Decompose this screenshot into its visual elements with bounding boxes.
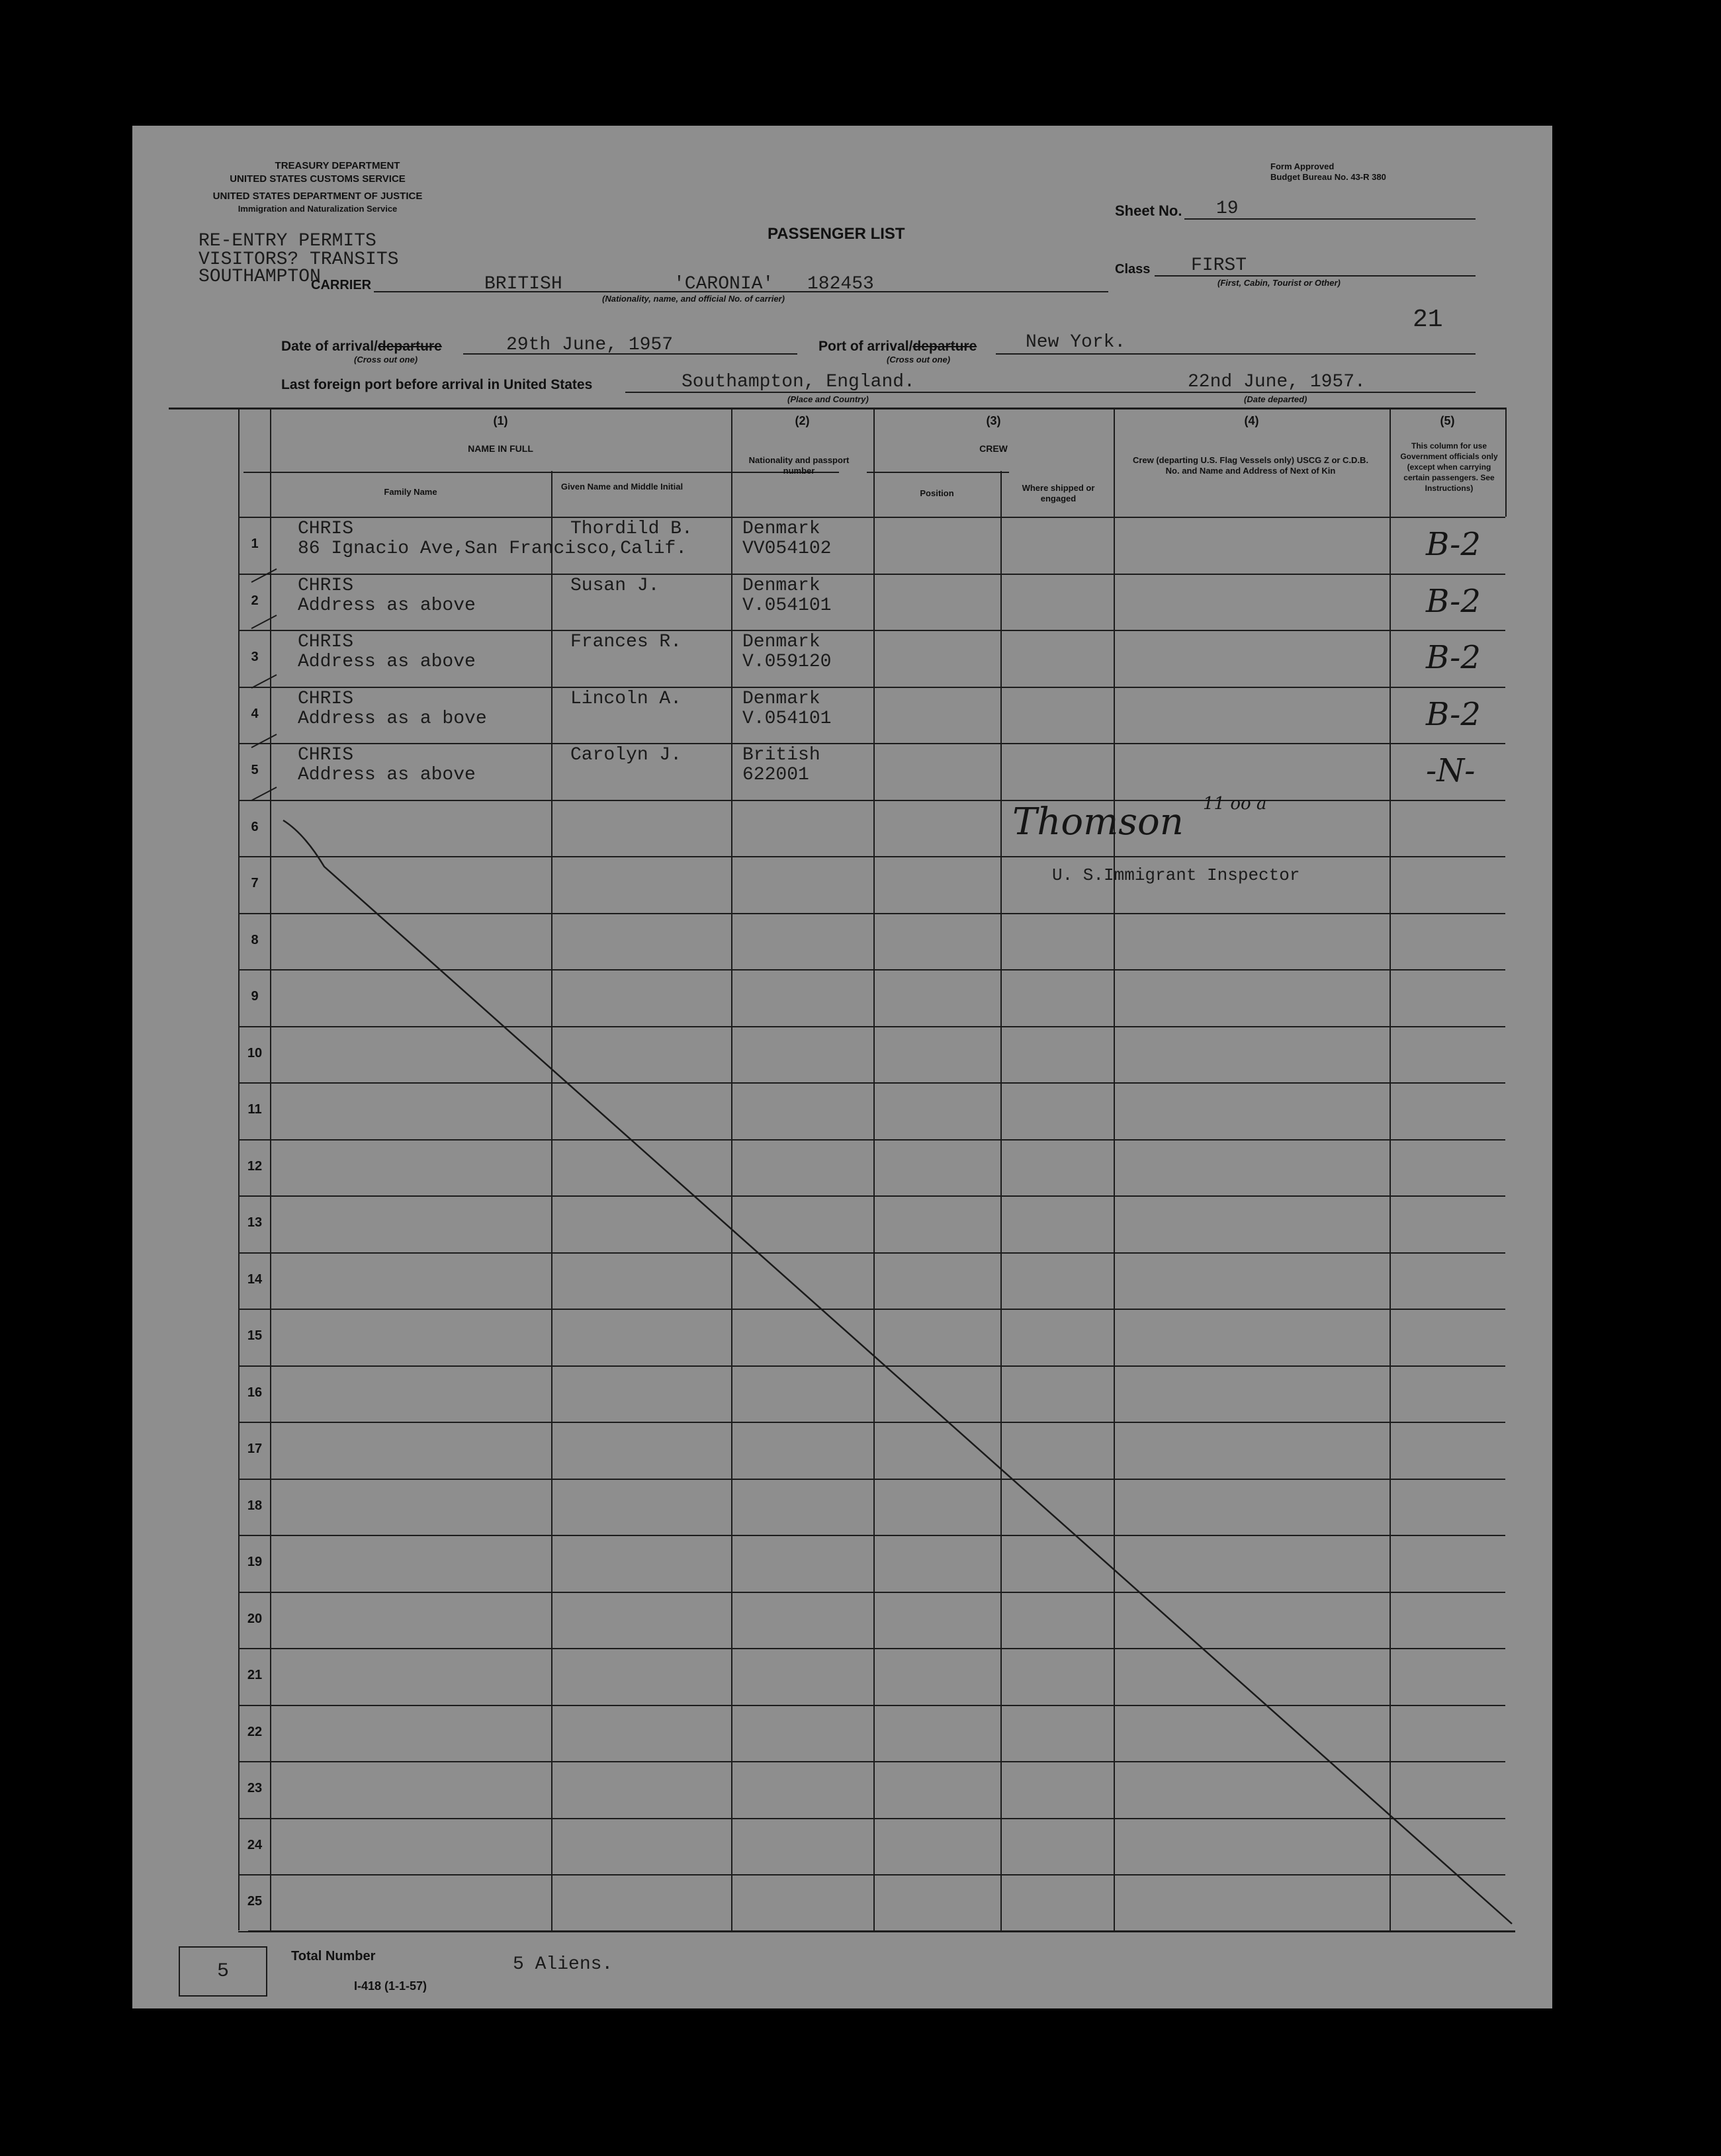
row-number: 19 bbox=[247, 1555, 263, 1569]
passenger-family-name: CHRIS bbox=[298, 745, 354, 765]
row-number: 15 bbox=[247, 1328, 263, 1343]
agency-line-1: TREASURY DEPARTMENT bbox=[275, 160, 400, 171]
aliens-note: 5 Aliens. bbox=[513, 1954, 613, 1975]
row-number: 6 bbox=[251, 819, 259, 834]
passenger-address: Address as above bbox=[298, 765, 476, 785]
col3-number: (3) bbox=[986, 414, 1001, 427]
passenger-family-name: CHRIS bbox=[298, 688, 354, 709]
passenger-address: Address as a bove bbox=[298, 708, 487, 729]
class-hint: (First, Cabin, Tourist or Other) bbox=[1217, 278, 1341, 288]
row-number: 22 bbox=[247, 1724, 263, 1739]
row-number: 11 bbox=[247, 1102, 262, 1117]
row-number: 24 bbox=[247, 1837, 263, 1852]
passenger-given-name: Susan J. bbox=[570, 575, 660, 596]
row-number: 17 bbox=[247, 1442, 263, 1456]
arrival-hint: (Cross out one) bbox=[354, 355, 418, 365]
cancel-line bbox=[132, 126, 1552, 2008]
agency-line-3: UNITED STATES DEPARTMENT OF JUSTICE bbox=[212, 191, 423, 202]
passenger-given-name: Carolyn J. bbox=[570, 745, 682, 765]
carrier-nationality: BRITISH bbox=[484, 274, 562, 294]
row-number: 4 bbox=[251, 706, 259, 721]
passenger-family-name: CHRIS bbox=[298, 632, 354, 652]
passenger-address: 86 Ignacio Ave,San Francisco,Calif. bbox=[298, 539, 687, 559]
passenger-address: Address as above bbox=[298, 652, 476, 672]
total-box-value: 5 bbox=[216, 1960, 229, 1983]
page-number: 21 bbox=[1413, 306, 1443, 334]
passenger-passport: V.054101 bbox=[742, 708, 832, 729]
col-given-name: Given Name and Middle Initial bbox=[560, 482, 684, 492]
official-code: B-2 bbox=[1426, 582, 1481, 620]
total-box bbox=[179, 1946, 267, 1997]
passenger-nationality: British bbox=[742, 745, 820, 765]
col1-title: NAME IN FULL bbox=[468, 443, 533, 454]
inspector-signature: Thomson bbox=[1012, 800, 1184, 843]
row-number: 2 bbox=[251, 593, 259, 608]
date-departed: 22nd June, 1957. bbox=[1188, 372, 1366, 392]
form-number: I-418 (1-1-57) bbox=[354, 1979, 427, 1993]
row-number: 14 bbox=[247, 1272, 263, 1287]
passenger-passport: V.059120 bbox=[742, 652, 832, 672]
col-family-name: Family Name bbox=[384, 487, 437, 497]
passenger-given-name: Lincoln A. bbox=[570, 688, 682, 709]
passenger-nationality: Denmark bbox=[742, 519, 820, 539]
row-number: 9 bbox=[251, 989, 259, 1004]
date-departed-hint: (Date departed) bbox=[1244, 394, 1307, 404]
passenger-passport: 622001 bbox=[742, 765, 809, 785]
carrier-label: CARRIER bbox=[311, 278, 372, 292]
agency-line-2: UNITED STATES CUSTOMS SERVICE bbox=[230, 173, 406, 185]
form-approved: Form Approved bbox=[1270, 161, 1335, 171]
official-code: -N- bbox=[1426, 752, 1476, 789]
last-port-hint: (Place and Country) bbox=[787, 394, 869, 404]
row-number: 13 bbox=[247, 1215, 263, 1230]
port-label: Port of arrival/departure bbox=[818, 339, 977, 354]
official-code: B-2 bbox=[1426, 526, 1481, 563]
passenger-given-name: Thordild B. bbox=[570, 519, 693, 539]
sheet-number: 19 bbox=[1216, 198, 1239, 219]
col5-number: (5) bbox=[1440, 414, 1455, 427]
passenger-passport: VV054102 bbox=[742, 539, 832, 559]
passenger-address: Address as above bbox=[298, 595, 476, 616]
port-hint: (Cross out one) bbox=[887, 355, 951, 365]
row-number: 21 bbox=[247, 1668, 263, 1682]
col3-title: CREW bbox=[979, 443, 1008, 454]
stamp-line-2: VISITORS? TRANSITS bbox=[199, 249, 399, 270]
passenger-family-name: CHRIS bbox=[298, 575, 354, 596]
carrier-hint: (Nationality, name, and official No. of carrier) bbox=[602, 294, 785, 304]
col4-number: (4) bbox=[1244, 414, 1259, 427]
port-value: New York. bbox=[1026, 332, 1126, 353]
stamp-line-3: SOUTHAMPTON bbox=[199, 267, 321, 287]
row-number: 25 bbox=[247, 1894, 263, 1909]
row-number: 16 bbox=[247, 1385, 263, 1400]
row-number: 10 bbox=[247, 1045, 263, 1060]
agency-line-4: Immigration and Naturalization Service bbox=[238, 204, 398, 214]
last-port-label: Last foreign port before arrival in United States bbox=[281, 377, 593, 392]
inspector-time-note: 11 oo a bbox=[1203, 794, 1267, 814]
passenger-given-name: Frances R. bbox=[570, 632, 682, 652]
col2-number: (2) bbox=[795, 414, 810, 427]
col2-title: Nationality and passport number bbox=[748, 455, 850, 476]
passenger-nationality: Denmark bbox=[742, 632, 820, 652]
last-port-value: Southampton, England. bbox=[682, 372, 915, 392]
row-number: 18 bbox=[247, 1498, 263, 1513]
row-number: 23 bbox=[247, 1781, 263, 1795]
row-number: 12 bbox=[247, 1158, 263, 1174]
budget-bureau: Budget Bureau No. 43-R 380 bbox=[1270, 172, 1386, 182]
passenger-nationality: Denmark bbox=[742, 688, 820, 709]
row-number: 3 bbox=[251, 650, 259, 664]
class-value: FIRST bbox=[1191, 255, 1247, 276]
passenger-passport: V.054101 bbox=[742, 595, 832, 616]
row-number: 8 bbox=[251, 932, 259, 947]
passenger-family-name: CHRIS bbox=[298, 519, 354, 539]
page-title: PASSENGER LIST bbox=[768, 225, 905, 243]
official-code: B-2 bbox=[1426, 695, 1481, 733]
inspector-title: U. S.Immigrant Inspector bbox=[1052, 865, 1300, 885]
passenger-list-sheet bbox=[132, 126, 1552, 2008]
arrival-date: 29th June, 1957 bbox=[506, 335, 674, 355]
col-position: Position bbox=[920, 488, 954, 498]
col4-title: Crew (departing U.S. Flag Vessels only) USCG Z or C.D.B. No. and Name and Address of Next of Kin bbox=[1132, 455, 1369, 476]
col5-title: This column for use Government officials only (except when carrying certain passengers. See Instructions) bbox=[1400, 441, 1498, 493]
row-number: 20 bbox=[247, 1611, 263, 1626]
arrival-label: Date of arrival/departure bbox=[281, 339, 442, 354]
col1-number: (1) bbox=[493, 414, 508, 427]
row-number: 7 bbox=[251, 876, 259, 890]
sheet-label: Sheet No. bbox=[1115, 202, 1182, 219]
passenger-nationality: Denmark bbox=[742, 575, 820, 596]
row-number: 1 bbox=[251, 537, 259, 551]
stamp-line-1: RE-ENTRY PERMITS bbox=[199, 231, 376, 251]
official-code: B-2 bbox=[1426, 639, 1481, 676]
total-label: Total Number bbox=[291, 1949, 376, 1963]
carrier-number: 182453 bbox=[807, 274, 874, 294]
col-where-shipped: Where shipped or engaged bbox=[1022, 483, 1095, 503]
row-number: 5 bbox=[251, 763, 259, 777]
class-label: Class bbox=[1115, 262, 1151, 277]
carrier-name: 'CARONIA' bbox=[674, 274, 774, 294]
